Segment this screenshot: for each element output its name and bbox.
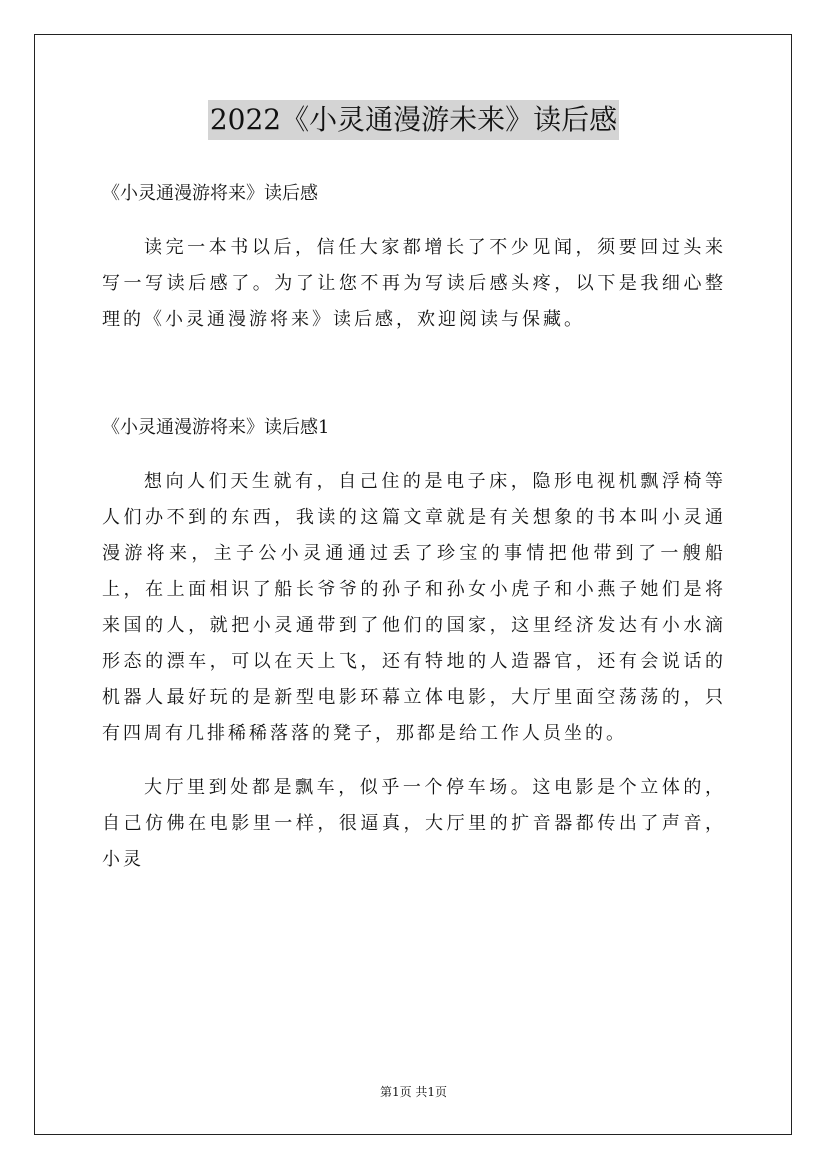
title-container <box>0 100 827 140</box>
spacer <box>102 446 726 464</box>
spacer <box>102 338 726 410</box>
document-title: 2022《小灵通漫游未来》读后感 <box>208 100 619 140</box>
intro-heading: 《小灵通漫游将来》读后感 <box>102 183 318 204</box>
section-heading: 《小灵通漫游将来》读后感1 <box>102 417 330 438</box>
spacer <box>102 752 726 770</box>
intro-paragraph: 读完一本书以后，信任大家都增长了不少见闻，须要回过头来写一写读后感了。为了让您不再为写读后感头疼，以下是我细心整理的《小灵通漫游将来》读后感，欢迎阅读与保藏。 <box>102 237 726 330</box>
document-body <box>102 176 726 878</box>
body-paragraph-2: 大厅里到处都是飘车，似乎一个停车场。这电影是个立体的，自己仿佛在电影里一样，很逼真，大厅里的扩音器都传出了声音，小灵 <box>102 777 726 870</box>
page-number: 第1页 共1页 <box>379 1085 448 1099</box>
body-paragraph-1: 想向人们天生就有，自己住的是电子床，隐形电视机飘浮椅等人们办不到的东西，我读的这篇文章就是有关想象的书本叫小灵通漫游将来，主子公小灵通通过丢了珍宝的事情把他带到了一艘船上，在上面相识了船长爷爷的孙子和孙女小虎子和小燕子她们是将来国的人，就把小灵通带到了他们的国家，这里经济发达有小水滴形态的漂车，可以在天上飞，还有特地的人造器官，还有会说话的机器人最好玩的是新型电影环幕立体电影，大厅里面空荡荡的，只有四周有几排稀稀落落的凳子，那都是给工作人员坐的。 <box>102 471 726 744</box>
page-footer <box>0 1082 827 1102</box>
spacer <box>102 212 726 230</box>
